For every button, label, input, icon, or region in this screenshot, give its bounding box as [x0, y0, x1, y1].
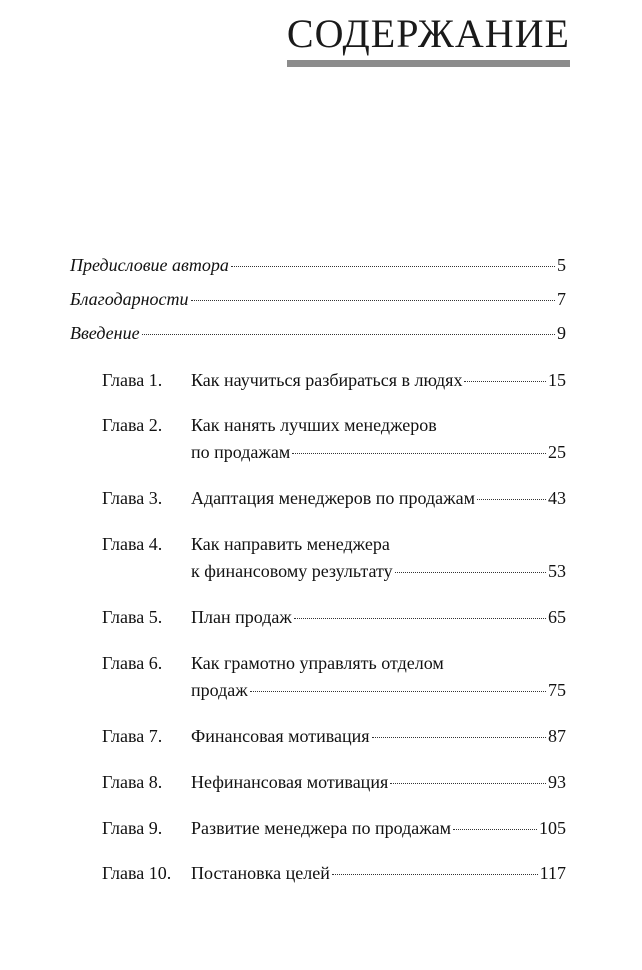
chapter-page: 75: [548, 680, 566, 700]
toc-chapter-8[interactable]: [102, 769, 566, 796]
chapter-title-line-2: по продажам: [191, 442, 291, 462]
toc-chapter-9[interactable]: [102, 815, 566, 842]
chapter-page: 65: [548, 607, 566, 627]
chapter-page: 87: [548, 726, 566, 746]
toc-chapter-7[interactable]: [102, 723, 566, 750]
dot-leader: [191, 300, 556, 301]
toc-entry-title: Благодарности: [70, 289, 189, 309]
chapter-page: 15: [548, 370, 566, 390]
chapter-label: Глава 3.: [102, 488, 163, 508]
page-title-block: [287, 10, 570, 67]
chapter-title: Развитие менеджера по продажам: [191, 818, 452, 838]
chapter-page: 25: [548, 442, 566, 462]
toc-chapter-5[interactable]: [102, 604, 566, 631]
dot-leader: [464, 381, 546, 382]
toc-entry-acknowledgements[interactable]: [70, 286, 566, 312]
chapter-label: Глава 10.: [102, 863, 172, 883]
toc-entry-page: 9: [557, 323, 566, 343]
dot-leader: [372, 737, 546, 738]
chapter-label: Глава 7.: [102, 726, 163, 746]
chapter-title: Постановка целей: [191, 863, 330, 883]
toc-chapter-1[interactable]: [102, 367, 566, 394]
toc-entry-title: Введение: [70, 323, 140, 343]
chapter-label: Глава 5.: [102, 607, 163, 627]
dot-leader: [390, 783, 546, 784]
dot-leader: [477, 499, 546, 500]
toc-entry-title: Предисловие автора: [70, 255, 229, 275]
chapter-label: Глава 2.: [102, 415, 163, 435]
chapter-title: План продаж: [191, 607, 292, 627]
dot-leader: [294, 618, 546, 619]
toc-chapter-10[interactable]: [102, 860, 566, 887]
chapter-title-line-1: Как грамотно управлять отделом: [191, 653, 444, 673]
chapter-page: 53: [548, 561, 566, 581]
chapter-page: 93: [548, 772, 566, 792]
toc-chapter-6[interactable]: [102, 650, 566, 704]
chapter-label: Глава 1.: [102, 370, 163, 390]
chapter-title: Как научиться разбираться в людях: [191, 370, 463, 390]
chapter-page: 105: [539, 818, 566, 838]
chapter-label: Глава 8.: [102, 772, 163, 792]
chapter-title-line-2: продаж: [191, 680, 248, 700]
chapter-title: Финансовая мотивация: [191, 726, 370, 746]
dot-leader: [250, 691, 546, 692]
chapter-title: Нефинансовая мотивация: [191, 772, 389, 792]
toc-entry-page: 7: [557, 289, 566, 309]
chapter-label: Глава 9.: [102, 818, 163, 838]
dot-leader: [332, 874, 538, 875]
toc-chapter-4[interactable]: [102, 531, 566, 585]
chapter-page: 117: [539, 863, 566, 883]
chapter-title: Адаптация менеджеров по продажам: [191, 488, 475, 508]
dot-leader: [142, 334, 555, 335]
dot-leader: [231, 266, 555, 267]
chapter-label: Глава 6.: [102, 653, 163, 673]
page-title: СОДЕРЖАНИЕ: [286, 11, 570, 56]
toc-entry-page: 5: [557, 255, 566, 275]
chapter-label: Глава 4.: [102, 534, 163, 554]
toc-entry-introduction[interactable]: [70, 320, 566, 346]
dot-leader: [395, 572, 546, 573]
chapter-title-line-2: к финансовому результату: [191, 561, 393, 581]
dot-leader: [292, 453, 546, 454]
toc-entry-preface[interactable]: [70, 252, 566, 278]
chapter-page: 43: [548, 488, 566, 508]
toc-chapter-2[interactable]: [102, 412, 566, 466]
toc-chapter-3[interactable]: [102, 485, 566, 512]
chapter-title-line-1: Как направить менеджера: [191, 534, 390, 554]
title-underline: [287, 60, 570, 67]
dot-leader: [453, 829, 537, 830]
chapter-title-line-1: Как нанять лучших менеджеров: [191, 415, 437, 435]
